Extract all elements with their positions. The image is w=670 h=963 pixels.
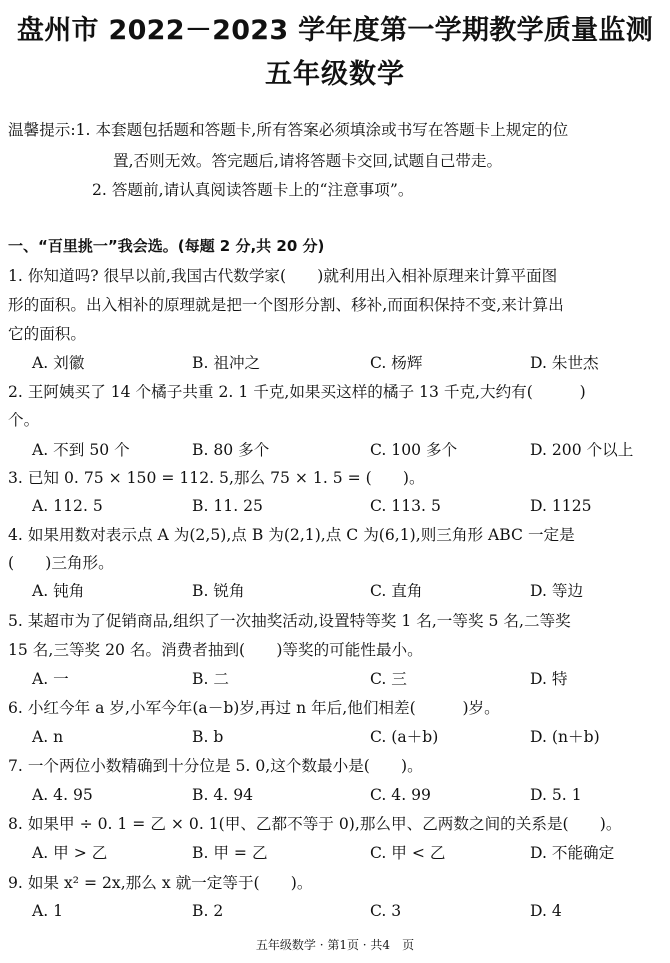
question-5-option[interactable]: B. 二 <box>192 670 229 688</box>
question-5-option[interactable]: A. 一 <box>32 670 69 688</box>
question-9-option[interactable]: A. 1 <box>32 902 64 920</box>
question-6-line: 6. 小红今年 a 岁,小军今年(a－b)岁,再过 n 年后,他们相差( )岁。 <box>8 699 500 717</box>
question-1-line: 1. 你知道吗? 很早以前,我国古代数学家( )就利用出入相补原理来计算平面图 <box>8 267 558 285</box>
question-8-option[interactable]: B. 甲 = 乙 <box>192 844 268 862</box>
question-6-option[interactable]: B. b <box>192 728 224 746</box>
question-8-option[interactable]: A. 甲 > 乙 <box>32 844 108 862</box>
notice-line-3: 2. 答题前,请认真阅读答题卡上的“注意事项”。 <box>92 181 414 199</box>
question-6-option[interactable]: C. (a＋b) <box>370 728 439 746</box>
question-2-option[interactable]: A. 不到 50 个 <box>32 441 130 459</box>
question-3-option[interactable]: D. 1125 <box>530 497 592 515</box>
question-5-option[interactable]: D. 特 <box>530 670 568 688</box>
question-7-option[interactable]: D. 5. 1 <box>530 786 582 804</box>
question-2-line: 个。 <box>8 411 40 429</box>
question-6-option[interactable]: D. (n＋b) <box>530 728 600 746</box>
question-4-line: 4. 如果用数对表示点 A 为(2,5),点 B 为(2,1),点 C 为(6,1),则三角形 ABC 一定是 <box>8 526 575 544</box>
question-8-option[interactable]: C. 甲 < 乙 <box>370 844 446 862</box>
notice-line-1: 温馨提示:1. 本套题包括题和答题卡,所有答案必须填涂或书写在答题卡上规定的位 <box>8 121 569 139</box>
notice-line-2: 置,否则无效。答完题后,请将答题卡交回,试题自己带走。 <box>113 152 503 170</box>
question-1-option[interactable]: B. 祖冲之 <box>192 354 261 372</box>
question-8-line: 8. 如果甲 ÷ 0. 1 = 乙 × 0. 1(甲、乙都不等于 0),那么甲、乙两数之间的关系是( )。 <box>8 815 622 833</box>
question-1-line: 形的面积。出入相补的原理就是把一个图形分割、移补,而面积保持不变,来计算出 <box>8 296 564 314</box>
question-9-line: 9. 如果 x² = 2x,那么 x 就一定等于( )。 <box>8 874 313 892</box>
question-4-option[interactable]: D. 等边 <box>530 582 584 600</box>
question-5-line: 15 名,三等奖 20 名。消费者抽到( )等奖的可能性最小。 <box>8 641 423 659</box>
question-1-line: 它的面积。 <box>8 325 86 343</box>
question-2-option[interactable]: B. 80 多个 <box>192 441 270 459</box>
question-4-option[interactable]: B. 锐角 <box>192 582 245 600</box>
question-7-option[interactable]: B. 4. 94 <box>192 786 254 804</box>
question-3-line: 3. 已知 0. 75 × 150 = 112. 5,那么 75 × 1. 5 = ( )。 <box>8 469 425 487</box>
exam-subtitle: 五年级数学 <box>265 59 405 90</box>
question-3-option[interactable]: B. 11. 25 <box>192 497 263 515</box>
question-4-line: ( )三角形。 <box>8 554 114 572</box>
question-2-option[interactable]: D. 200 个以上 <box>530 441 634 459</box>
question-8-option[interactable]: D. 不能确定 <box>530 844 615 862</box>
exam-title: 盘州市 2022－2023 学年度第一学期教学质量监测 <box>16 15 654 46</box>
question-7-line: 7. 一个两位小数精确到十分位是 5. 0,这个数最小是( )。 <box>8 757 423 775</box>
question-4-option[interactable]: A. 钝角 <box>32 582 85 600</box>
question-7-option[interactable]: A. 4. 95 <box>32 786 93 804</box>
question-1-option[interactable]: A. 刘徽 <box>32 354 85 372</box>
page-footer: 五年级数学 · 第1页 · 共4 页 <box>255 938 415 952</box>
section-1-title: 一、“百里挑一”我会选。(每题 2 分,共 20 分) <box>8 237 325 255</box>
question-3-option[interactable]: C. 113. 5 <box>370 497 441 515</box>
question-7-option[interactable]: C. 4. 99 <box>370 786 431 804</box>
question-1-option[interactable]: C. 杨辉 <box>370 354 423 372</box>
question-9-option[interactable]: B. 2 <box>192 902 224 920</box>
question-9-option[interactable]: D. 4 <box>530 902 562 920</box>
question-2-line: 2. 王阿姨买了 14 个橘子共重 2. 1 千克,如果买这样的橘子 13 千克,大约有( ) <box>8 383 586 401</box>
question-2-option[interactable]: C. 100 多个 <box>370 441 458 459</box>
question-5-line: 5. 某超市为了促销商品,组织了一次抽奖活动,设置特等奖 1 名,一等奖 5 名,二等奖 <box>8 612 571 630</box>
question-3-option[interactable]: A. 112. 5 <box>32 497 103 515</box>
question-6-option[interactable]: A. n <box>32 728 64 746</box>
question-5-option[interactable]: C. 三 <box>370 670 407 688</box>
question-4-option[interactable]: C. 直角 <box>370 582 423 600</box>
question-1-option[interactable]: D. 朱世杰 <box>530 354 599 372</box>
question-9-option[interactable]: C. 3 <box>370 902 402 920</box>
